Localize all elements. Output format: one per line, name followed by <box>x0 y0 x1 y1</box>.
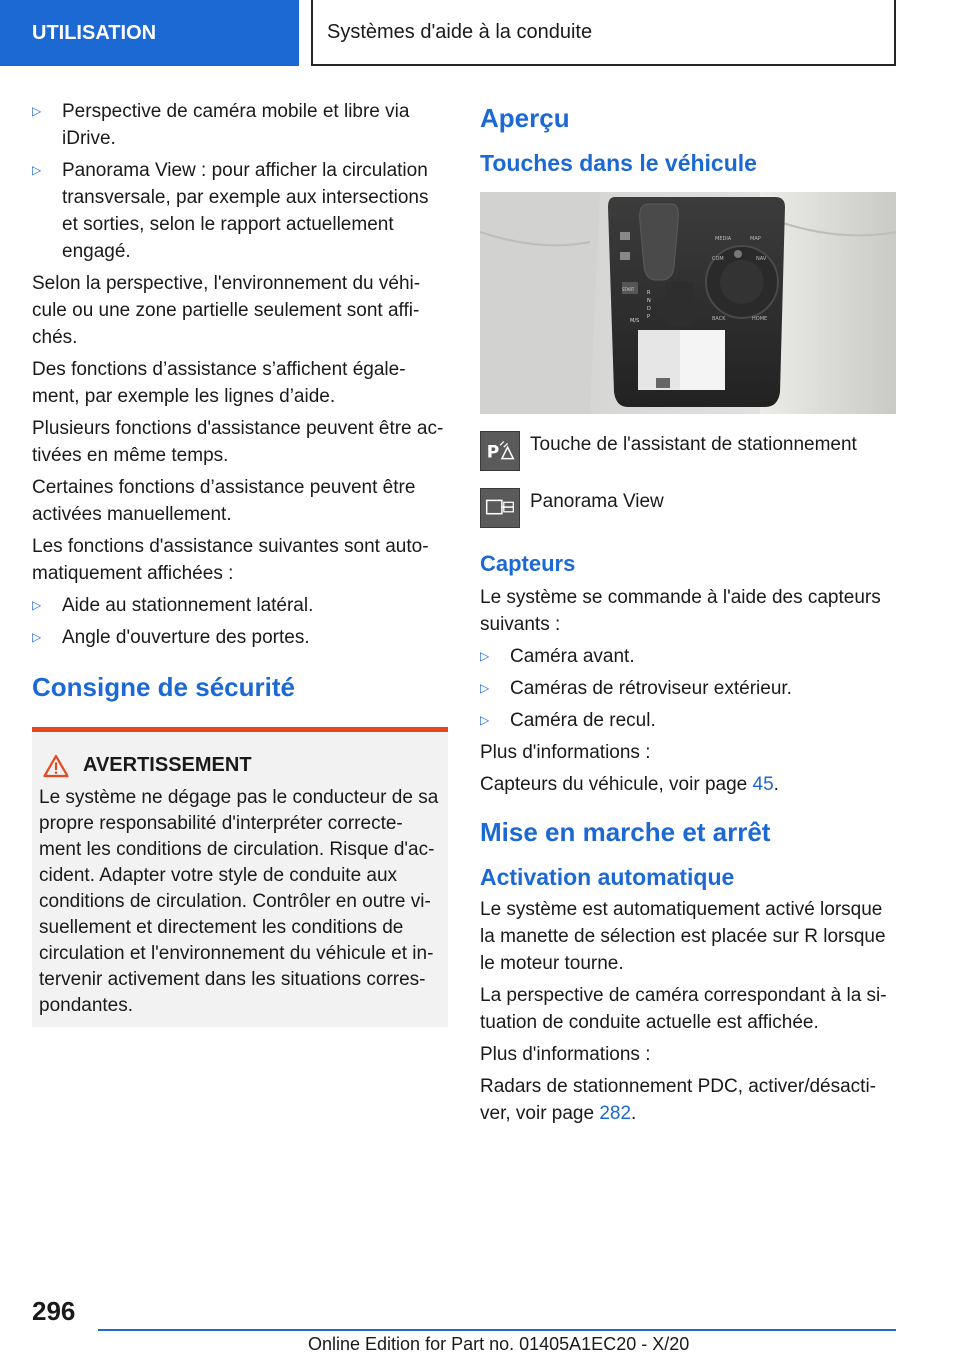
list-item: ▷ Angle d'ouverture des portes. <box>32 624 448 651</box>
header-chapter-title: Systèmes d'aide à la conduite <box>311 0 896 66</box>
panorama-view-icon <box>480 488 520 528</box>
key-row-parking-assistant <box>480 431 896 471</box>
page-link[interactable]: 282 <box>599 1103 632 1124</box>
key-row-panorama-view <box>480 488 896 528</box>
svg-text:COM: COM <box>712 256 724 262</box>
safety-heading: Consigne de sécurité <box>32 672 295 702</box>
bullet-triangle-icon: ▷ <box>32 598 42 612</box>
center-console-photo <box>480 192 896 414</box>
list-item: ▷ Caméras de rétroviseur extérieur. <box>480 675 896 702</box>
cross-reference: Radars de stationnement PDC, activer/désacti-ver, voir page 282. <box>480 1076 877 1124</box>
key-label: Panorama View <box>530 491 664 512</box>
auto-activation-heading: Activation automatique <box>480 864 735 890</box>
svg-text:NAV: NAV <box>756 256 767 262</box>
svg-text:P: P <box>486 442 500 463</box>
svg-text:M/S: M/S <box>630 318 640 324</box>
keys-heading: Touches dans le véhicule <box>480 150 757 176</box>
svg-text:START: START <box>622 287 635 292</box>
paragraph: Le système est automatiquement activé lorsque la manette de sélection est placée sur R lorsque le moteur tourne. <box>480 899 886 974</box>
svg-text:MAP: MAP <box>750 236 761 242</box>
bullet-triangle-icon: ▷ <box>32 104 42 118</box>
svg-text:HOME: HOME <box>752 316 768 322</box>
list-item: ▷ Caméra avant. <box>480 643 896 670</box>
bullet-triangle-icon: ▷ <box>32 630 42 644</box>
left-column <box>32 98 448 1027</box>
bullet-triangle-icon: ▷ <box>480 681 490 695</box>
bullet-triangle-icon: ▷ <box>480 713 490 727</box>
sensors-heading: Capteurs <box>480 551 576 576</box>
paragraph: Des fonctions d’assistance s’affichent égale-ment, par exemple les lignes d’aide. <box>32 359 406 407</box>
paragraph: Plusieurs fonctions d'assistance peuvent être ac-tivées en même temps. <box>32 418 444 466</box>
startstop-heading: Mise en marche et arrêt <box>480 817 771 847</box>
bullet-triangle-icon: ▷ <box>32 163 42 177</box>
paragraph: Le système se commande à l'aide des capteurs suivants : <box>480 587 881 635</box>
bullet-triangle-icon: ▷ <box>480 649 490 663</box>
warning-box <box>32 727 448 1027</box>
key-label: Touche de l'assistant de stationnement <box>530 434 857 455</box>
warning-text: Le système ne dégage pas le conducteur de sa propre responsabilité d'interpréter correcte-ment les conditions de circulation. Risque d'ac-cident. Adapter votre style de conduite aux conditions de circulation. Contrôler en outre vi-suellement et directement les conditions de circulation et l'environnement du véhicule et in-tervenir activement dans les situations corres-pondantes. <box>39 787 439 1016</box>
page-number: 296 <box>32 1296 76 1326</box>
page-header <box>0 0 960 66</box>
paragraph: Selon la perspective, l'environnement du véhi-cule ou une zone partielle seulement sont affi-chés. <box>32 273 421 348</box>
paragraph: La perspective de caméra correspondant à la si-tuation de conduite actuelle est affichée. <box>480 985 887 1033</box>
list-item: ▷ Perspective de caméra mobile et libre via iDrive. <box>32 98 448 152</box>
cross-reference: Capteurs du véhicule, voir page 45. <box>480 774 779 795</box>
page-link[interactable]: 45 <box>752 774 774 795</box>
header-section-tab: UTILISATION <box>0 0 299 66</box>
list-item: ▷ Panorama View : pour afficher la circulation transversale, par exemple aux intersections et sorties, selon le rapport actuellement engagé. <box>32 157 448 265</box>
list-item: ▷ Caméra de recul. <box>480 707 896 734</box>
center-console-illustration <box>480 192 896 414</box>
parking-assistant-icon <box>480 431 520 471</box>
warning-title: AVERTISSEMENT <box>39 752 440 779</box>
warning-triangle-icon <box>43 754 69 778</box>
paragraph: Certaines fonctions d’assistance peuvent être activées manuellement. <box>32 477 416 525</box>
paragraph: Les fonctions d'assistance suivantes sont auto-matiquement affichées : <box>32 536 429 584</box>
paragraph: Plus d'informations : <box>480 1044 651 1065</box>
footer-edition: Online Edition for Part no. 01405A1EC20 - X/20 <box>308 1334 690 1354</box>
svg-text:BACK: BACK <box>712 316 726 322</box>
svg-text:D: D <box>647 306 651 312</box>
overview-heading: Aperçu <box>480 103 570 133</box>
svg-text:MEDIA: MEDIA <box>715 236 732 242</box>
paragraph: Plus d'informations : <box>480 742 651 763</box>
svg-text:R: R <box>647 290 651 296</box>
svg-text:P: P <box>647 314 651 320</box>
list-item: ▷ Aide au stationnement latéral. <box>32 592 448 619</box>
right-column <box>480 98 896 1132</box>
footer-divider <box>98 1329 896 1331</box>
svg-text:N: N <box>647 298 651 304</box>
